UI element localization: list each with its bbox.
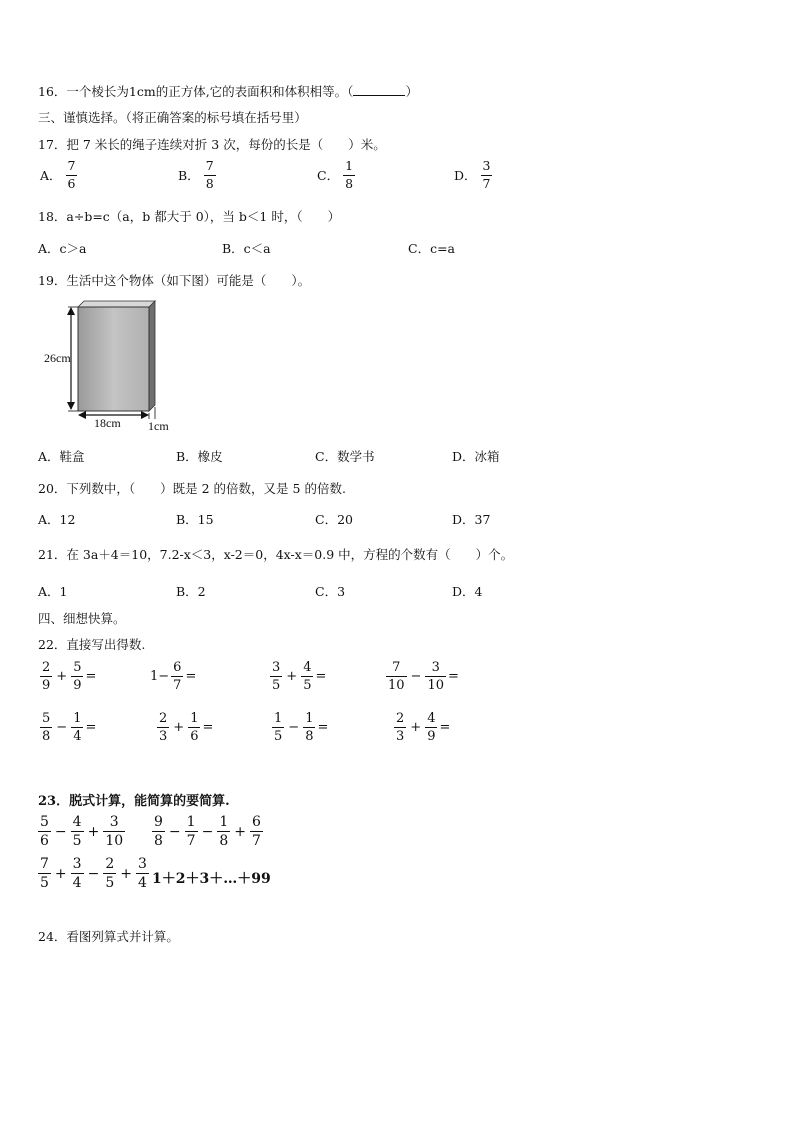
q23-expr-b: $\frac{9}{8}$ − $\frac{1}{7}$ − $\frac{1}{8}$ + $\frac{6}{7}$ — [154, 814, 261, 849]
q22-expr-c: $\frac{3}{5}$ + $\frac{4}{5}$ = — [272, 660, 327, 693]
question-20: 20．下列数中，（ ）既是 2 的倍数，又是 5 的倍数. — [38, 481, 346, 496]
question-21: 21．在 3a＋4＝10，7.2-x＜3，x-2＝0，4x-x＝0.9 中，方程的个数有（ ）个。 — [38, 547, 514, 562]
question-18: 18．a÷b=c（a，b 都大于 0），当 b＜1 时，（ ） — [38, 209, 341, 224]
q18-option-a: A．c＞a — [38, 241, 87, 256]
question-22: 22．直接写出得数. — [38, 637, 146, 652]
section-3-heading: 三、谨慎选择。（将正确答案的标号填在括号里） — [38, 110, 307, 125]
q23-expr-d: 1＋2＋3＋…＋99 — [152, 871, 271, 887]
q18-option-c: C．c=a — [408, 241, 455, 256]
question-16 — [38, 82, 418, 100]
q22-expr-b: 1− $\frac{6}{7}$ = — [150, 660, 197, 693]
q20-option-b: B．15 — [176, 512, 214, 527]
question-17: 17．把 7 米长的绳子连续对折 3 次，每份的长是（ ）米。 — [38, 137, 386, 152]
book-figure — [38, 295, 188, 435]
width-label: 18cm — [94, 416, 121, 430]
q22-expr-f: $\frac{2}{3}$ + $\frac{1}{6}$ = — [159, 711, 214, 744]
q21-option-c: C．3 — [315, 584, 346, 599]
q20-option-c: C．20 — [315, 512, 353, 527]
question-19: 19．生活中这个物体（如下图）可能是（ ）。 — [38, 273, 311, 288]
q19-option-c: C．数学书 — [315, 449, 375, 464]
height-label: 26cm — [44, 351, 71, 365]
q23-expr-a: $\frac{5}{6}$ − $\frac{4}{5}$ + $\frac{3}{10}$ — [40, 814, 124, 849]
question-23: 23．脱式计算，能简算的要简算. — [38, 794, 230, 809]
q18-option-b: B．c＜a — [222, 241, 271, 256]
q22-expr-e: $\frac{5}{8}$ − $\frac{1}{4}$ = — [42, 711, 97, 744]
q22-expr-d: $\frac{7}{10}$ − $\frac{3}{10}$ = — [388, 660, 459, 693]
q19-option-b: B．橡皮 — [176, 449, 223, 464]
answer-blank[interactable] — [353, 85, 405, 96]
depth-label: 1cm — [148, 419, 169, 433]
q22-expr-g: $\frac{1}{5}$ − $\frac{1}{8}$ = — [274, 711, 329, 744]
q19-option-a: A．鞋盒 — [38, 449, 85, 464]
q22-expr-a: $\frac{2}{9}$ + $\frac{5}{9}$ = — [42, 660, 97, 693]
q20-option-d: D．37 — [452, 512, 491, 527]
section-4-heading: 四、细想快算。 — [38, 611, 126, 626]
q22-expr-h: $\frac{2}{3}$ + $\frac{4}{9}$ = — [396, 711, 451, 744]
question-16-text: 16．一个棱长为1cm的正方体,它的表面积和体积相等。（ — [38, 84, 354, 99]
q17-option-c: C． $\frac{1}{8}$ — [317, 158, 354, 191]
q21-option-b: B．2 — [176, 584, 206, 599]
q17-option-b: B． $\frac{7}{8}$ — [178, 158, 214, 191]
q21-option-a: A．1 — [38, 584, 68, 599]
question-24: 24．看图列算式并计算。 — [38, 929, 179, 944]
question-16-close: ） — [405, 84, 418, 99]
q21-option-d: D．4 — [452, 584, 483, 599]
q20-option-a: A．12 — [38, 512, 76, 527]
q17-option-a: A． $\frac{7}{6}$ — [40, 158, 76, 191]
q17-option-d: D． $\frac{3}{7}$ — [454, 158, 491, 191]
q19-option-d: D．冰箱 — [452, 449, 500, 464]
q23-expr-c: $\frac{7}{5}$ + $\frac{3}{4}$ − $\frac{2}{5}$ + $\frac{3}{4}$ — [40, 856, 147, 891]
